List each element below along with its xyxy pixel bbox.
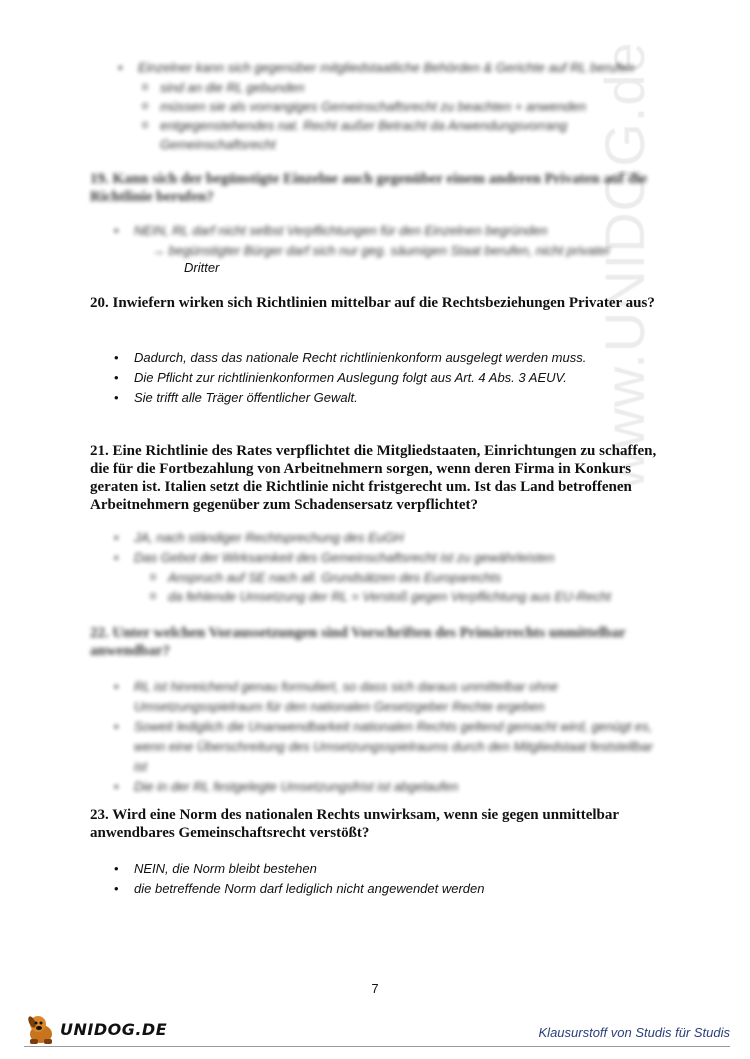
- answer-19: [108, 221, 668, 260]
- answer-21: [108, 528, 668, 606]
- question-20: 20. Inwiefern wirken sich Richtlinien mittelbar auf die Rechtsbeziehungen Privater aus?: [90, 295, 655, 311]
- answer-22: [108, 677, 668, 797]
- list-item: o entgegenstehendes nat. Recht außer Betracht da Anwendungsvorrang Gemeinschaftsrecht: [140, 116, 672, 154]
- list-item: • die betreffende Norm darf lediglich nicht angewendet werden: [108, 879, 668, 899]
- answer-20: [108, 348, 668, 408]
- list-item: • Sie trifft alle Träger öffentlicher Gewalt.: [108, 388, 668, 408]
- dog-mascot-icon: [24, 1012, 58, 1046]
- list-item: o Anspruch auf SE nach all. Grundsätzen des Europarechts: [148, 568, 668, 587]
- list-item: • Die Pflicht zur richtlinienkonformen Auslegung folgt aus Art. 4 Abs. 3 AEUV.: [108, 368, 668, 388]
- footer-tagline: Klausurstoff von Studis für Studis: [538, 1025, 730, 1040]
- answer-23: [108, 859, 668, 899]
- footer-divider: [24, 1046, 730, 1047]
- watermark: www.UNIDOG.de: [593, 41, 656, 490]
- answer-19-tail: Dritter: [184, 260, 220, 275]
- list-item: • NEIN, die Norm bleibt bestehen: [108, 859, 668, 879]
- question-21: 21. Eine Richtlinie des Rates verpflichtet die Mitgliedstaaten, Einrichtungen zu schaffen, die für die Fortbezahlung von Arbeitnehmern sorgen, wenn deren Firma in Konkurs geraten ist. Italien setzt die Richtlinie nicht fristgerecht um. Ist das Land betroffenen Arbeitnehmern gegenüber zum Schadensersatz verpflichtet?: [90, 443, 657, 513]
- list-item: • RL ist hinreichend genau formuliert, so dass sich daraus unmittelbar ohne Umsetzungsspielraum für den nationalen Gesetzgeber Rechte ergeben: [108, 677, 668, 717]
- list-item: • NEIN, RL darf nicht selbst Verpflichtungen für den Einzelnen begründen: [108, 221, 668, 241]
- list-item: o sind an die RL gebunden: [140, 78, 672, 97]
- footer-logo: [24, 1008, 168, 1048]
- list-item: o da fehlende Umsetzung der RL = Verstoß gegen Verpflichtung aus EU-Recht: [148, 587, 668, 606]
- page-number: 7: [371, 981, 379, 996]
- question-23: 23. Wird eine Norm des nationalen Rechts unwirksam, wenn sie gegen unmittelbar anwendbares Gemeinschaftsrecht verstößt?: [90, 807, 619, 841]
- question-19: 19. Kann sich der begünstigte Einzelne auch gegenüber einem anderen Privaten auf die Richtlinie berufen?: [90, 171, 648, 205]
- list-item: • Die in der RL festgelegte Umsetzungsfrist ist abgelaufen: [108, 777, 668, 797]
- list-item: • Das Gebot der Wirksamkeit des Gemeinschaftsrecht ist zu gewährleisten: [108, 548, 668, 568]
- arrow-line: → begünstigter Bürger darf sich nur geg. säumigen Staat berufen, nicht privater: [152, 243, 611, 258]
- list-item: • Einzelner kann sich gegenüber mitgliedstaatliche Behörden & Gerichte auf RL berufen: [112, 58, 672, 78]
- list-item: o müssen sie als vorrangiges Gemeinschaftsrecht zu beachten + anwenden: [140, 97, 672, 116]
- question-22: 22. Unter welchen Voraussetzungen sind Vorschriften des Primärrechts unmittelbar anwendbar?: [90, 625, 626, 659]
- footer-brand: UNIDOG.DE: [60, 1020, 168, 1039]
- list-item: • JA, nach ständiger Rechtsprechung des EuGH: [108, 528, 668, 548]
- top-block: [112, 58, 672, 154]
- list-item: • Dadurch, dass das nationale Recht richtlinienkonform ausgelegt werden muss.: [108, 348, 668, 368]
- list-item: • Soweit lediglich die Unanwendbarkeit nationalen Rechts geltend gemacht wird, genügt es, wenn eine Überschreitung des Umsetzungsspielraums durch den Mitgliedstaat feststellbar ist: [108, 717, 668, 777]
